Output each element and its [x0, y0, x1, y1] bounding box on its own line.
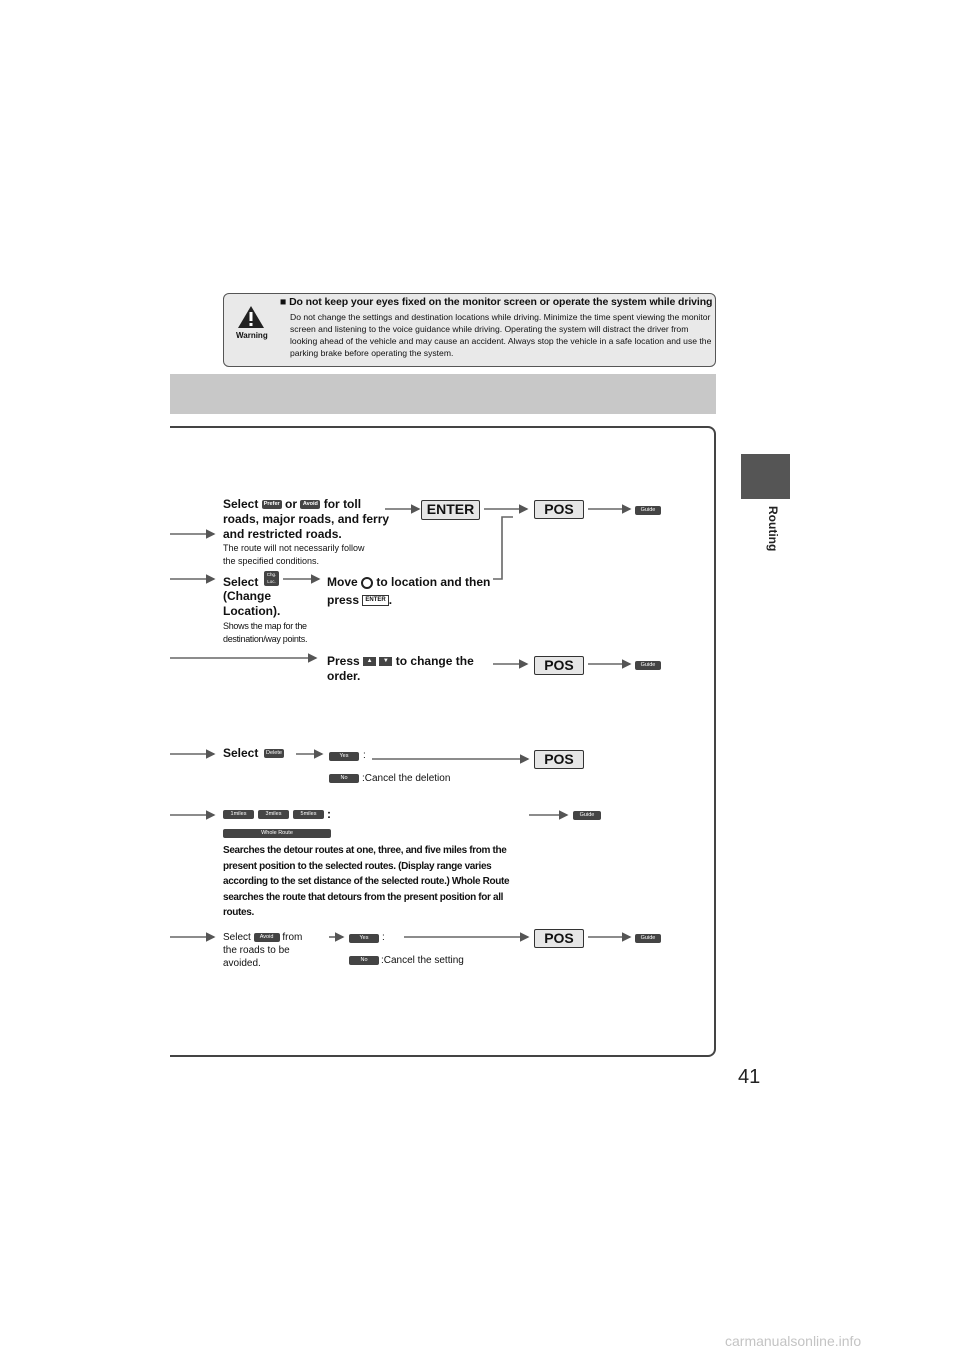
avoid-button[interactable]: Avoid — [300, 500, 320, 509]
guide-button[interactable]: Guide — [635, 506, 661, 515]
colon-text: : — [363, 750, 366, 761]
avoid-button[interactable]: Avoid — [254, 933, 280, 942]
move-cursor-text: Move to location and then — [327, 575, 491, 589]
down-arrow-button[interactable]: ▼ — [379, 657, 392, 666]
delete-button[interactable]: Delete — [264, 749, 284, 758]
warning-title: ■ Do not keep your eyes fixed on the monitor screen or operate the system while driving — [280, 296, 713, 308]
change-location-note: Shows the map for the destination/way points. — [223, 621, 308, 644]
select-road-type-text: Select Prefer or Avoid for toll roads, major roads, and ferry and restricted roads. — [223, 497, 390, 541]
colon-text: : — [327, 807, 331, 821]
3-miles-button[interactable]: 3miles — [258, 810, 289, 819]
select-road-note: The route will not necessarily follow the specified conditions. — [223, 543, 365, 566]
order-text: order. — [327, 669, 361, 683]
watermark: carmanualsonline.info — [725, 1333, 862, 1349]
yes-button[interactable]: Yes — [329, 752, 359, 761]
colon-text: : — [382, 932, 385, 943]
pos-key[interactable]: POS — [534, 500, 584, 519]
change-location-label: (Change Location). — [223, 589, 281, 618]
1-mile-button[interactable]: 1miles — [223, 810, 254, 819]
press-enter-text: press ENTER . — [327, 593, 393, 607]
no-button[interactable]: No — [349, 956, 379, 965]
5-miles-button[interactable]: 5miles — [293, 810, 324, 819]
guide-button[interactable]: Guide — [635, 661, 661, 670]
pos-key[interactable]: POS — [534, 750, 584, 769]
prefer-button[interactable]: Prefer — [262, 500, 282, 509]
enter-small-key: ENTER — [362, 595, 388, 606]
cancel-deletion-text: :Cancel the deletion — [362, 773, 451, 784]
bullet-square-icon: ■ — [280, 296, 290, 308]
pos-key[interactable]: POS — [534, 656, 584, 675]
joystick-ring-icon — [361, 577, 373, 589]
pos-key[interactable]: POS — [534, 929, 584, 948]
guide-button[interactable]: Guide — [573, 811, 601, 820]
no-button[interactable]: No — [329, 774, 359, 783]
select-chg-text: Select — [223, 575, 259, 589]
change-location-button[interactable]: Chg. Loc. — [264, 571, 279, 586]
detour-description: Searches the detour routes at one, three, and five miles from the present position to the selected routes. (Display range varies according to the set distance of the selected route.) Whole Route searches the route that detours from the present position for all routes. — [223, 845, 510, 918]
warning-icon-label: Warning — [236, 331, 268, 340]
section-label: Routing — [766, 506, 780, 552]
whole-route-button[interactable]: Whole Route — [223, 829, 331, 838]
up-arrow-button[interactable]: ▲ — [363, 657, 376, 666]
page-number: 41 — [738, 1066, 761, 1088]
enter-key[interactable]: ENTER — [421, 500, 480, 520]
select-avoid-text: Select Avoid from the roads to be avoided. — [223, 932, 303, 969]
cancel-setting-text: :Cancel the setting — [381, 955, 464, 966]
warning-body: Do not change the settings and destination locations while driving. Minimize the time spent viewing the monitor screen and listening to the voice guidance while driving. Operating the system will distract the driver from looking ahead of the vehicle and may cause an accident. Always stop the vehicle in a safe location and use the parking brake before operating the system. — [290, 312, 712, 358]
guide-button[interactable]: Guide — [635, 934, 661, 943]
select-delete-text: Select — [223, 746, 259, 760]
press-order-text: Press ▲ ▼ to change the — [327, 654, 474, 668]
yes-button[interactable]: Yes — [349, 934, 379, 943]
